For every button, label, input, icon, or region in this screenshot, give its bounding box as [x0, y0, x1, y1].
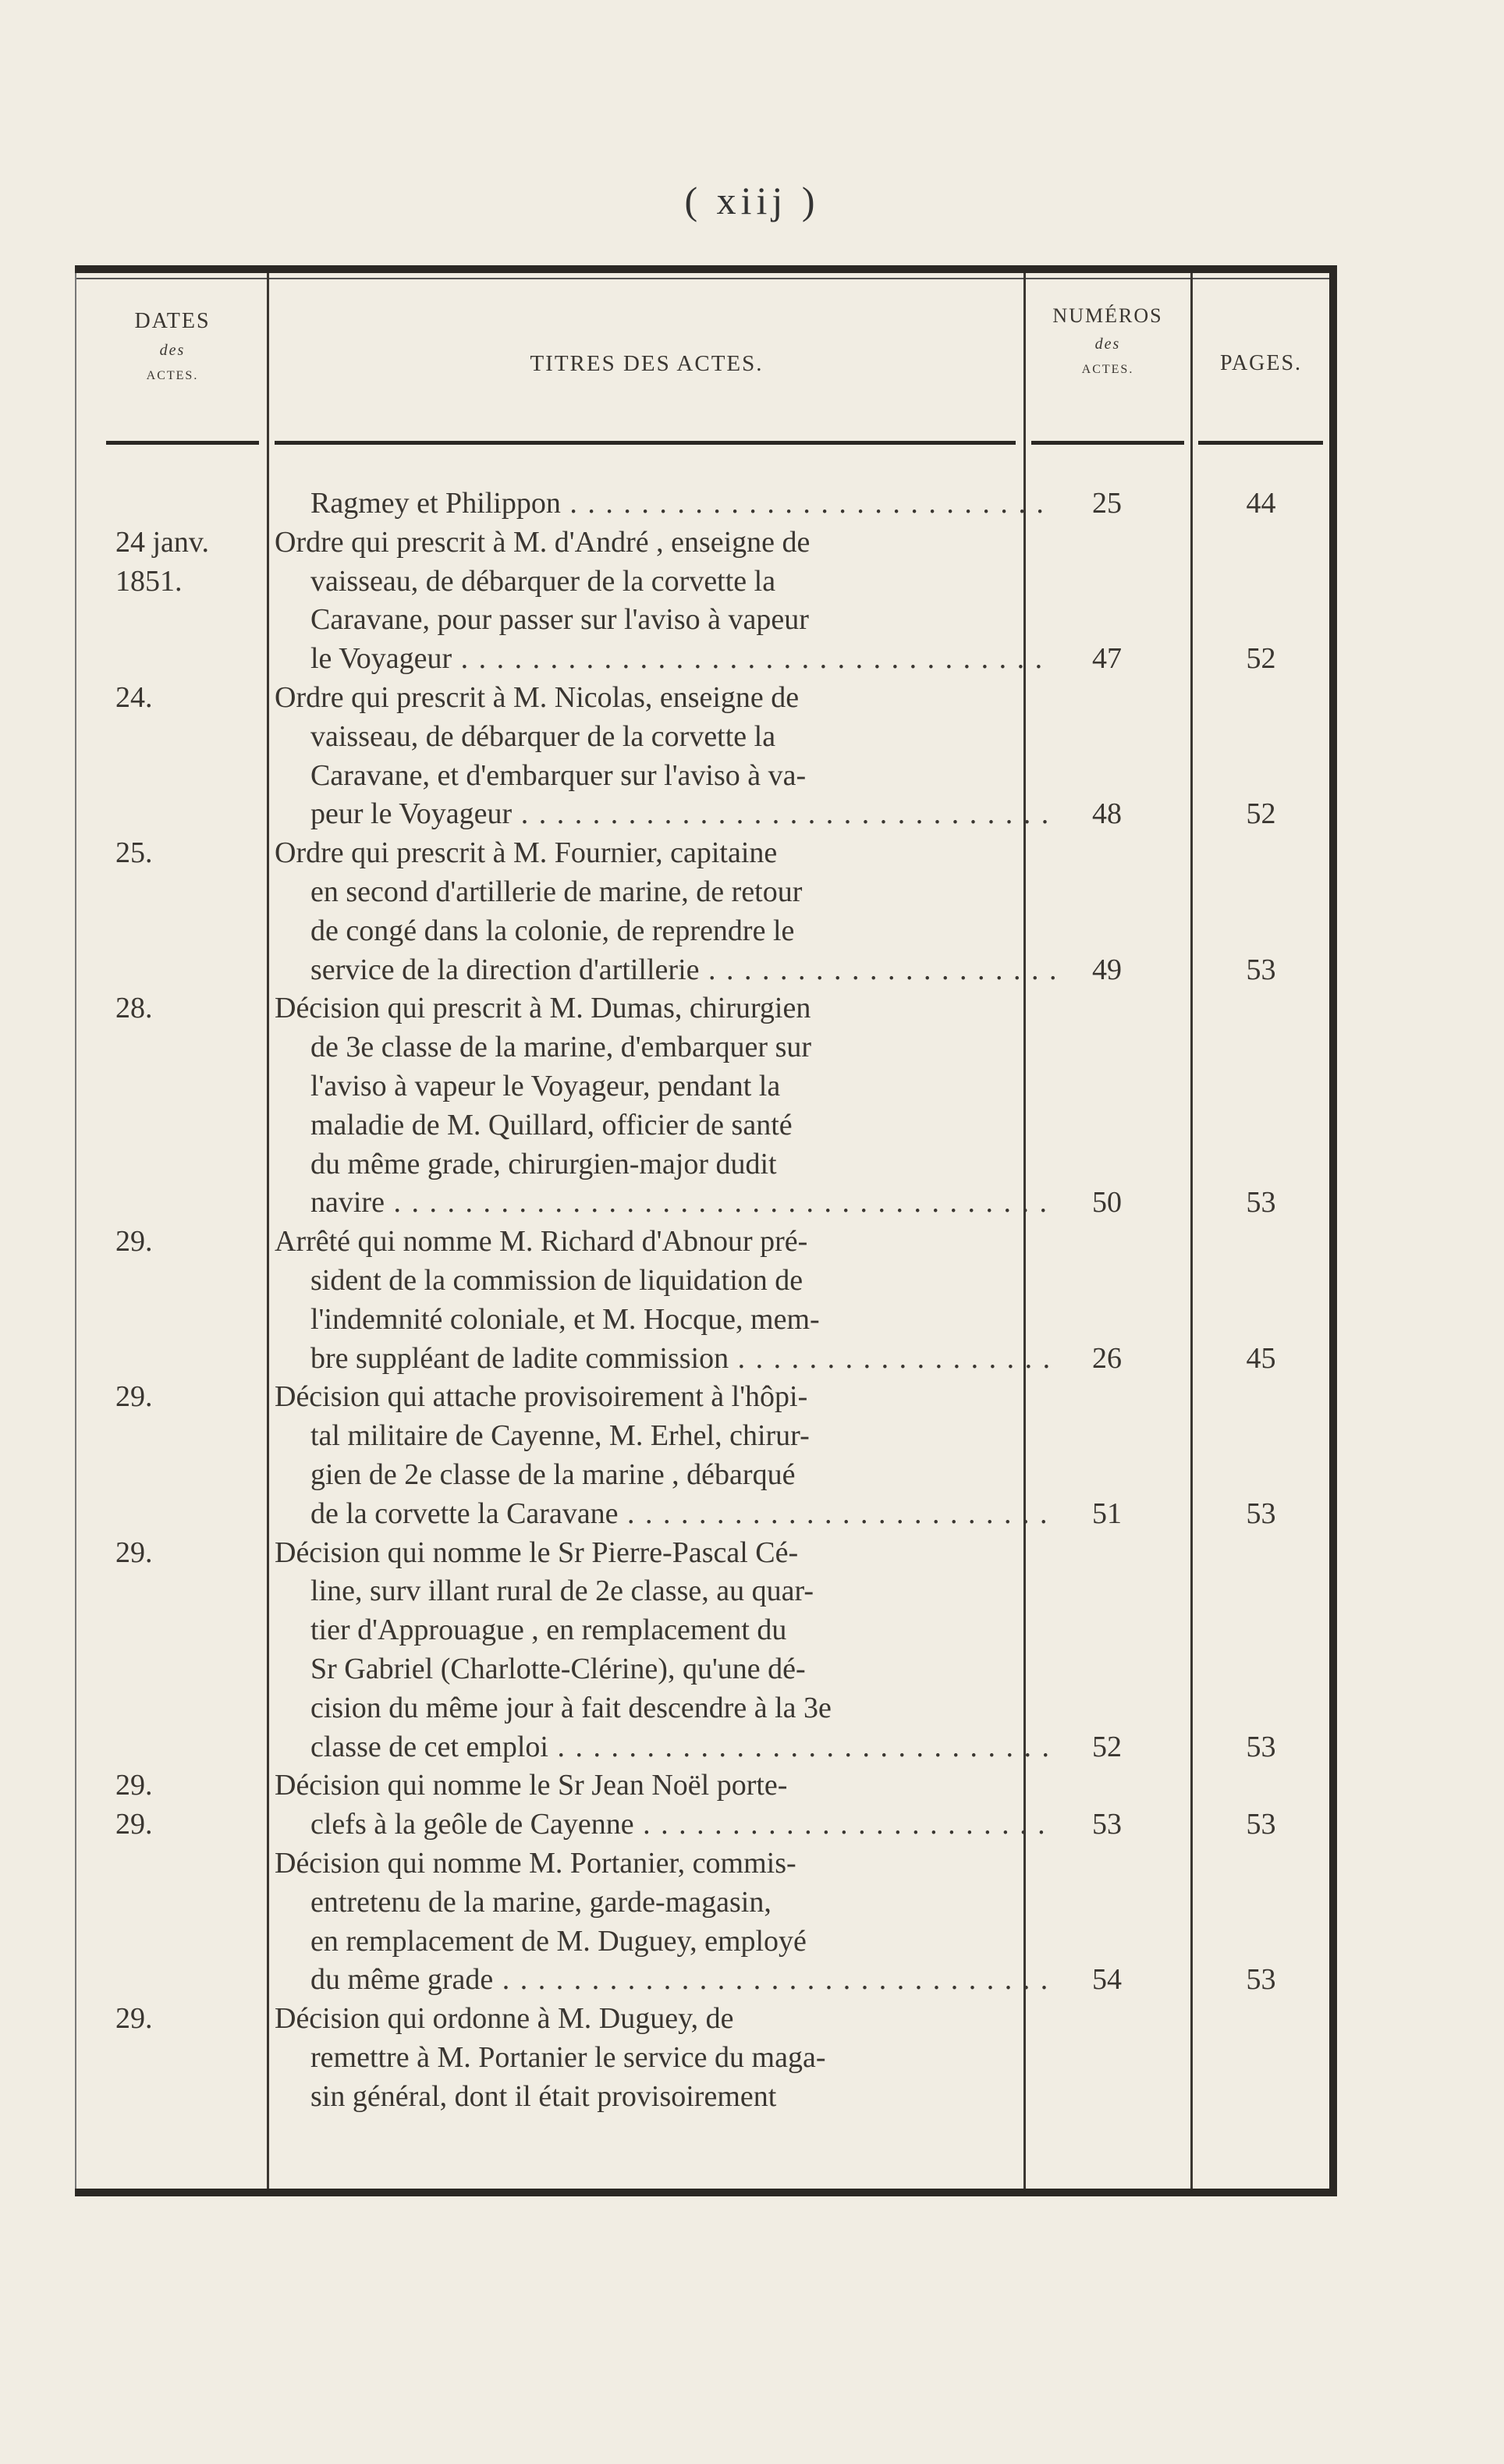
act-title-line: maladie de M. Quillard, officier de santé	[310, 1109, 793, 1141]
numbers-column-header	[1025, 304, 1190, 377]
act-title-line: du même grade . . .	[275, 1960, 1055, 1999]
act-date: 29.	[115, 2002, 153, 2035]
column-divider	[267, 273, 269, 2189]
act-page: 53	[1246, 1963, 1276, 1996]
act-date: 29.	[115, 1769, 153, 1802]
act-date: 25.	[115, 836, 153, 869]
act-title-line: Caravane, pour passer sur l'aviso à vapeur	[310, 603, 809, 636]
act-date: 1851.	[115, 565, 183, 598]
act-title-line: Ordre qui prescrit à M. Fournier, capitaine	[275, 836, 778, 869]
header-rule	[106, 441, 259, 445]
act-title-line: classe de cet emploi . . .	[275, 1727, 1055, 1766]
act-title-line: Ordre qui prescrit à M. Nicolas, enseigne de	[275, 681, 800, 714]
act-number: 47	[1092, 642, 1122, 675]
act-date: 29.	[115, 1380, 153, 1413]
column-divider	[1190, 273, 1193, 2189]
dates-header-line3: ACTES.	[146, 369, 199, 382]
act-title-line: Ragmey et Philippon . . .	[275, 484, 1055, 523]
act-title-line: line, surv illant rural de 2e classe, au quar-	[310, 1575, 814, 1607]
act-title-line: entretenu de la marine, garde-magasin,	[310, 1886, 772, 1919]
act-number: 51	[1092, 1497, 1122, 1530]
act-title-line: remettre à M. Portanier le service du maga-	[310, 2041, 826, 2074]
header-rule	[1031, 441, 1184, 445]
act-page: 53	[1246, 1731, 1276, 1763]
act-date: 29.	[115, 1536, 153, 1569]
act-title-line: de congé dans la colonie, de reprendre le	[310, 914, 795, 947]
titles-column-header: TITRES DES ACTES.	[530, 351, 764, 376]
page-header: ( xiij )	[684, 179, 820, 222]
act-title-line: vaisseau, de débarquer de la corvette la	[310, 720, 776, 753]
act-title-line: Décision qui nomme le Sr Jean Noël porte-	[275, 1769, 788, 1802]
act-title-line: le Voyageur . . .	[275, 639, 1055, 678]
act-title-line: en second d'artillerie de marine, de retour	[310, 875, 803, 908]
numbers-header-line3: ACTES.	[1081, 363, 1134, 376]
act-page: 45	[1246, 1342, 1276, 1375]
header-rule	[275, 441, 1016, 445]
act-date: 24 janv.	[115, 526, 209, 559]
act-title-line: Décision qui nomme M. Portanier, commis-	[275, 1847, 796, 1880]
act-date: 24.	[115, 681, 153, 714]
act-page: 53	[1246, 953, 1276, 986]
header-rule	[1198, 441, 1323, 445]
dates-header-line2: des	[159, 342, 186, 359]
act-title-line: sident de la commission de liquidation de	[310, 1264, 803, 1297]
act-number: 53	[1092, 1808, 1122, 1841]
act-date: 29.	[115, 1808, 153, 1841]
acts-table	[75, 265, 1337, 2196]
act-number: 54	[1092, 1963, 1122, 1996]
act-title-line: sin général, dont il était provisoirement	[310, 2080, 777, 2113]
act-title-line: cision du même jour à fait descendre à la 3e	[310, 1692, 832, 1724]
act-title-line: Décision qui nomme le Sr Pierre-Pascal Cé-	[275, 1536, 799, 1569]
act-title-line: de 3e classe de la marine, d'embarquer sur	[310, 1031, 812, 1063]
act-title-line: en remplacement de M. Duguey, employé	[310, 1925, 807, 1958]
dates-column-header	[83, 309, 262, 383]
act-number: 26	[1092, 1342, 1122, 1375]
act-title-line: peur le Voyageur . . .	[275, 794, 1055, 833]
act-title-line: de la corvette la Caravane . . .	[275, 1494, 1055, 1533]
act-title-line: tier d'Approuague , en remplacement du	[310, 1614, 787, 1646]
act-page: 53	[1246, 1808, 1276, 1841]
act-title-line: Sr Gabriel (Charlotte-Clérine), qu'une dé-	[310, 1653, 806, 1685]
act-number: 50	[1092, 1186, 1122, 1219]
act-number: 49	[1092, 953, 1122, 986]
act-title-line: l'aviso à vapeur le Voyageur, pendant la	[310, 1070, 781, 1102]
act-title-line: Ordre qui prescrit à M. d'André , enseigne de	[275, 526, 811, 559]
act-date: 29.	[115, 1225, 153, 1258]
act-title-line: service de la direction d'artillerie . . .	[275, 950, 1055, 989]
act-page: 52	[1246, 797, 1276, 830]
act-number: 48	[1092, 797, 1122, 830]
act-title-line: gien de 2e classe de la marine , débarqué	[310, 1458, 796, 1491]
act-date: 28.	[115, 992, 153, 1024]
act-title-line: navire . . .	[275, 1183, 1055, 1222]
act-number: 52	[1092, 1731, 1122, 1763]
act-title-line: tal militaire de Cayenne, M. Erhel, chirur-	[310, 1419, 810, 1452]
pages-column-header: PAGES.	[1219, 351, 1303, 375]
act-title-line: Arrêté qui nomme M. Richard d'Abnour pré-	[275, 1225, 808, 1258]
act-title-line: Décision qui prescrit à M. Dumas, chirurgien	[275, 992, 811, 1024]
act-title-line: Décision qui attache provisoirement à l'hôpi-	[275, 1380, 808, 1413]
table-left-border	[75, 273, 76, 2189]
dates-header-line1: DATES	[134, 309, 211, 333]
numbers-header-line2: des	[1094, 336, 1121, 353]
act-number: 25	[1092, 487, 1122, 520]
act-page: 44	[1246, 487, 1276, 520]
numbers-header-line1: NUMÉROS	[1052, 304, 1163, 327]
act-page: 53	[1246, 1497, 1276, 1530]
act-title-line: l'indemnité coloniale, et M. Hocque, mem-	[310, 1303, 820, 1336]
act-page: 53	[1246, 1186, 1276, 1219]
act-title-line: du même grade, chirurgien-major dudit	[310, 1148, 777, 1181]
act-page: 52	[1246, 642, 1276, 675]
act-title-line: vaisseau, de débarquer de la corvette la	[310, 565, 776, 598]
act-title-line: Décision qui ordonne à M. Duguey, de	[275, 2002, 734, 2035]
act-title-line: clefs à la geôle de Cayenne . . .	[275, 1805, 1055, 1844]
act-title-line: Caravane, et d'embarquer sur l'aviso à va-	[310, 759, 807, 792]
act-title-line: bre suppléant de ladite commission . . .	[275, 1339, 1055, 1378]
